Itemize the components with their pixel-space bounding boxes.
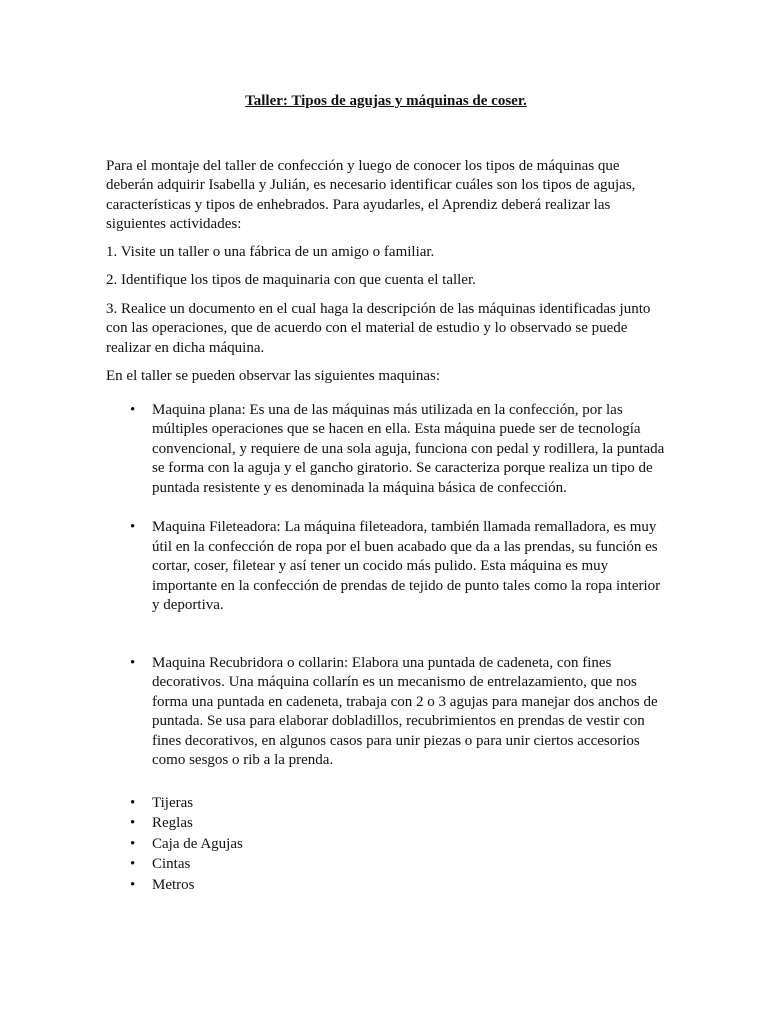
tool-label: Caja de Agujas xyxy=(152,835,243,852)
tool-item xyxy=(106,834,666,855)
activity-1: 1. Visite un taller o una fábrica de un amigo o familiar. xyxy=(106,243,435,260)
bullet-icon: • xyxy=(130,856,136,872)
tools-list xyxy=(106,793,666,896)
machines-list xyxy=(106,401,666,771)
tool-item xyxy=(106,793,666,814)
document-title: Taller: Tipos de agujas y máquinas de coser. xyxy=(245,93,527,109)
tool-label: Cintas xyxy=(152,856,191,872)
machine-item-fileteadora xyxy=(106,518,666,616)
tool-item xyxy=(106,813,666,834)
tool-label: Reglas xyxy=(152,815,193,831)
bullet-icon: • xyxy=(130,794,136,811)
tool-item xyxy=(106,854,666,875)
tool-label: Metros xyxy=(152,876,195,893)
activity-3: 3. Realice un documento en el cual haga la descripción de las máquinas identificadas junto con las operaciones, que de acuerdo con el material de estudio y lo observado se puede realizar en dicha máquina. xyxy=(106,300,651,356)
bullet-icon: • xyxy=(130,654,136,671)
tool-item xyxy=(106,875,666,896)
bullet-icon: • xyxy=(130,519,136,535)
machine-description: Maquina Fileteadora: La máquina fileteadora, también llamada remalladora, es muy útil en la confección de ropa por el buen acabado que da a las prendas, su función es cortar, coser, filetear y así tener un cocido más pulido. Esta máquina es muy importante en la confección de prendas de tejido de punto tales como la ropa interior y deportiva. xyxy=(152,519,661,613)
machine-item-plana xyxy=(106,401,666,499)
bullet-icon: • xyxy=(130,835,136,852)
bullet-icon: • xyxy=(130,815,136,831)
tool-label: Tijeras xyxy=(152,794,194,811)
bullet-icon: • xyxy=(130,401,136,418)
intro-paragraph: Para el montaje del taller de confección y luego de conocer los tipos de máquinas que deberán adquirir Isabella y Julián, es necesario identificar cuáles son los tipos de agujas, características y tipos de enhebrados. Para ayudarles, el Aprendiz deberá realizar las siguientes actividades: xyxy=(106,157,636,232)
bullet-icon: • xyxy=(130,876,136,893)
machine-item-recubridora xyxy=(106,654,666,771)
machine-description: Maquina plana: Es una de las máquinas más utilizada en la confección, por las múltiples operaciones que se hacen en ella. Esta máquina puede ser de tecnología convencional, y requiere de una sola aguja, funciona con pedal y rodillera, la puntada se forma con la aguja y el gancho giratorio. Se caracteriza porque realiza un tipo de puntada resistente y es denominada la máquina básica de confección. xyxy=(152,401,665,496)
machine-description: Maquina Recubridora o collarin: Elabora una puntada de cadeneta, con fines decorativos. Una máquina collarín es un mecanismo de entrelazamiento, que nos forma una puntada en cadeneta, trabaja con 2 o 3 agujas para manejar dos anchos de puntada. Se usa para elaborar dobladillos, recubrimientos en prendas de vestir con fines decorativos, en algunos casos para unir piezas o para unir ciertos accesorios como sesgos o rib a la prenda. xyxy=(152,654,658,768)
observe-heading: En el taller se pueden observar las siguientes maquinas: xyxy=(106,368,441,384)
document-page xyxy=(106,92,666,895)
activity-2: 2. Identifique los tipos de maquinaria con que cuenta el taller. xyxy=(106,272,476,288)
